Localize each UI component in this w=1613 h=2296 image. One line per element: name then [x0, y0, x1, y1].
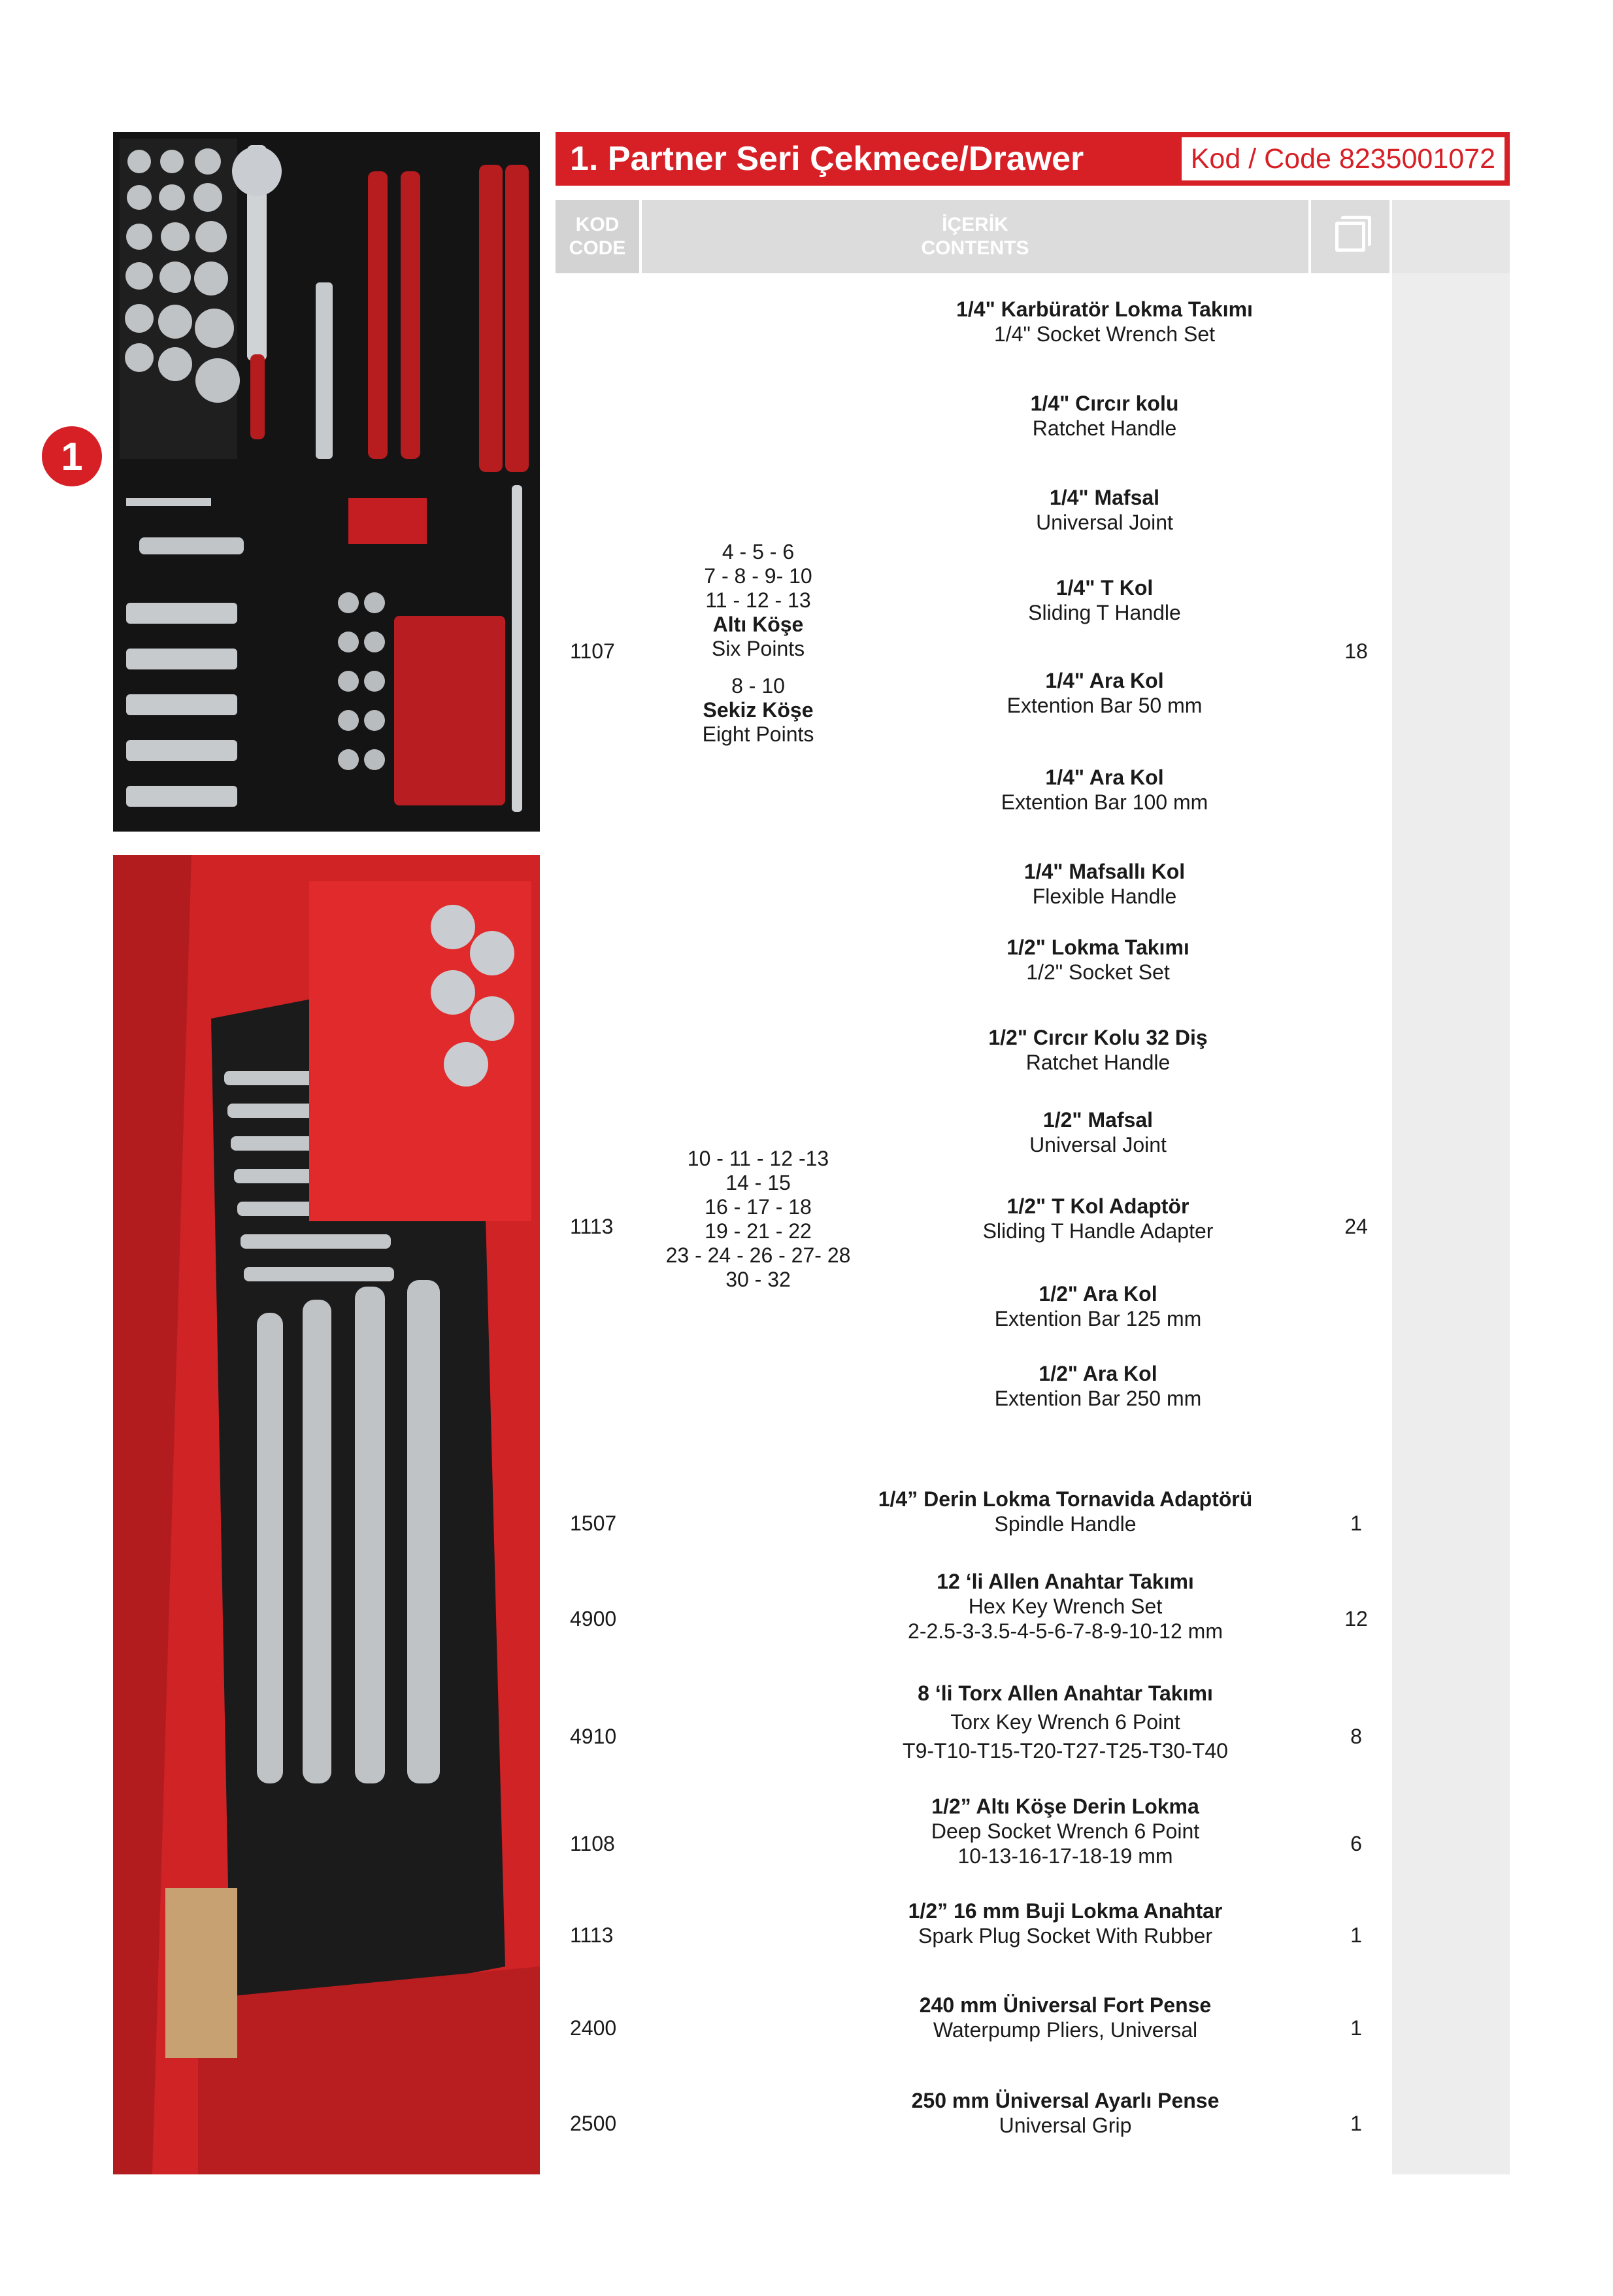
- list-item: [843, 1025, 1353, 1075]
- product-code: Kod / Code 8235001072: [1182, 137, 1505, 180]
- item-name-en: Extention Bar 125 mm: [994, 1307, 1202, 1330]
- size-list: [660, 1147, 856, 1292]
- code-cell: 4910: [570, 1725, 617, 1748]
- code-cell: 1108: [570, 1832, 615, 1855]
- size-line: 19 - 21 - 22: [705, 1219, 812, 1243]
- list-item: [856, 575, 1353, 625]
- item-name-en: Extention Bar 50 mm: [1006, 694, 1203, 717]
- item-name-en: Deep Socket Wrench 6 Point: [931, 1819, 1200, 1843]
- size-line: 16 - 17 - 18: [705, 1195, 812, 1219]
- quantity-cell: 24: [1344, 1215, 1368, 1238]
- list-item: [843, 1107, 1353, 1157]
- size-type-en: Eight Points: [702, 722, 814, 746]
- code-cell: 1107: [570, 639, 615, 663]
- item-name-tr: 1/2" Cırcır Kolu 32 Diş: [988, 1026, 1208, 1049]
- item-name-tr: 1/2" T Kol Adaptör: [1006, 1194, 1189, 1218]
- item-sizes: 2-2.5-3-3.5-4-5-6-7-8-9-10-12 mm: [908, 1619, 1223, 1643]
- contents-table: [556, 200, 1510, 2174]
- item-name-tr: 1/4" Ara Kol: [1045, 669, 1164, 692]
- column-code-en: CODE: [569, 237, 626, 259]
- item-name-tr: 1/2" Ara Kol: [1039, 1362, 1157, 1385]
- column-contents: [642, 200, 1308, 273]
- size-line: 10 - 11 - 12 -13: [687, 1147, 829, 1170]
- column-contents-en: CONTENTS: [921, 237, 1029, 259]
- code-cell: 1507: [570, 1511, 617, 1535]
- item-name-tr: 1/4" Mafsallı Kol: [1023, 860, 1186, 883]
- quantity-cell: 1: [1350, 1511, 1362, 1535]
- table-row: [778, 2088, 1353, 2138]
- item-name-en: Universal Joint: [1036, 511, 1173, 534]
- item-name-tr: 1/2" Mafsal: [1042, 1108, 1154, 1132]
- item-name-tr: 1/2" Lokma Takımı: [1006, 936, 1189, 959]
- item-name-en: Universal Grip: [999, 2114, 1132, 2137]
- item-name-en: Spindle Handle: [994, 1512, 1137, 1536]
- table-row: [778, 1487, 1353, 1536]
- item-name-en: Ratchet Handle: [1032, 416, 1177, 440]
- column-contents-tr: İÇERİK: [942, 214, 1008, 235]
- table-header: [556, 200, 1510, 273]
- side-strip: [1392, 200, 1510, 2174]
- title-bar: [556, 132, 1510, 186]
- item-name-en: Spark Plug Socket With Rubber: [918, 1924, 1212, 1948]
- item-name-tr: 12 ‘li Allen Anahtar Takımı: [937, 1570, 1194, 1593]
- item-name-tr: 1/4" Ara Kol: [1045, 766, 1164, 789]
- quantity-cell: 1: [1350, 1923, 1362, 1947]
- code-cell: 2400: [570, 2016, 617, 2040]
- quantity-cell: 8: [1350, 1725, 1362, 1748]
- item-name-en: Extention Bar 250 mm: [994, 1387, 1202, 1410]
- list-item: [856, 391, 1353, 441]
- item-name-tr: 1/4" Cırcır kolu: [1030, 392, 1179, 415]
- list-item: [843, 1361, 1353, 1411]
- quantity-cell: 6: [1350, 1832, 1362, 1855]
- column-code: [556, 200, 639, 273]
- item-name-tr: 1/4" Karbüratör Lokma Takımı: [956, 297, 1253, 321]
- section-number-badge: 1: [42, 426, 102, 486]
- code-cell: 1113: [570, 1215, 614, 1238]
- column-quantity: [1311, 200, 1389, 273]
- item-name-en: 1/2" Socket Set: [1026, 960, 1170, 984]
- item-name-en: Hex Key Wrench Set: [968, 1595, 1163, 1618]
- item-name-en: Waterpump Pliers, Universal: [933, 2018, 1198, 2042]
- item-name-tr: 1/2" Ara Kol: [1039, 1282, 1157, 1306]
- checkbox-icon: [1335, 222, 1365, 252]
- column-blank: [1392, 200, 1510, 273]
- size-line: 23 - 24 - 26 - 27- 28: [665, 1243, 851, 1267]
- size-line: 14 - 15: [725, 1171, 791, 1194]
- item-name-en: Sliding T Handle: [1028, 601, 1181, 624]
- item-name-en: Torx Key Wrench 6 Point: [950, 1710, 1180, 1734]
- code-cell: 1113: [570, 1923, 614, 1947]
- item-name-tr: 240 mm Üniversal Fort Pense: [919, 1993, 1212, 2017]
- quantity-cell: 18: [1344, 639, 1368, 663]
- size-line: 11 - 12 - 13: [705, 588, 811, 612]
- item-name-tr: 250 mm Üniversal Ayarlı Pense: [911, 2089, 1220, 2112]
- item-name-tr: 1/4" T Kol: [1056, 576, 1154, 599]
- quantity-cell: 1: [1350, 2112, 1362, 2135]
- drawer-photo: [113, 855, 540, 2174]
- list-item: [856, 859, 1353, 909]
- tool-tray-photo: [113, 132, 540, 832]
- table-row: [778, 1569, 1353, 1644]
- list-item: [843, 1281, 1353, 1331]
- size-line: 30 - 32: [725, 1268, 791, 1291]
- table-row: [778, 1794, 1353, 1868]
- size-type-en: Six Points: [711, 637, 805, 660]
- list-item: [856, 765, 1353, 815]
- code-cell: 4900: [570, 1607, 617, 1630]
- item-name-tr: 1/2” Altı Köşe Derin Lokma: [931, 1795, 1199, 1818]
- list-item: [856, 668, 1353, 718]
- item-name-en: Extention Bar 100 mm: [1001, 790, 1208, 814]
- item-name-tr: 1/4" Mafsal: [1049, 486, 1160, 509]
- size-type-tr: Sekiz Köşe: [703, 698, 814, 722]
- table-row: [778, 1899, 1353, 1948]
- item-name-tr: 1/2” 16 mm Buji Lokma Anahtar: [908, 1899, 1223, 1923]
- item-name-tr: 8 ‘li Torx Allen Anahtar Takımı: [918, 1681, 1213, 1705]
- size-type-tr: Altı Köşe: [712, 613, 804, 636]
- list-item: [843, 935, 1353, 985]
- list-item: [843, 1194, 1353, 1243]
- code-cell: 2500: [570, 2112, 617, 2135]
- item-name-en: Universal Joint: [1029, 1133, 1167, 1156]
- size-list: [660, 540, 856, 747]
- item-name-tr: 1/4” Derin Lokma Tornavida Adaptörü: [878, 1487, 1253, 1511]
- item-name-en: Flexible Handle: [1032, 885, 1177, 908]
- size-line: 4 - 5 - 6: [722, 540, 795, 564]
- item-name-en: 1/4" Socket Wrench Set: [993, 322, 1216, 346]
- page-title: 1. Partner Seri Çekmece/Drawer: [570, 140, 1084, 178]
- item-name-en: Sliding T Handle Adapter: [982, 1219, 1214, 1243]
- table-row: [778, 1679, 1353, 1765]
- table-row: [778, 1993, 1353, 2042]
- quantity-cell: 1: [1350, 2016, 1362, 2040]
- item-name-en: Ratchet Handle: [1025, 1051, 1171, 1074]
- list-item: [856, 485, 1353, 535]
- item-sizes: T9-T10-T15-T20-T27-T25-T30-T40: [903, 1739, 1228, 1763]
- list-item: [856, 297, 1353, 346]
- size-line: 7 - 8 - 9- 10: [704, 564, 812, 588]
- quantity-cell: 12: [1344, 1607, 1368, 1630]
- item-sizes: 10-13-16-17-18-19 mm: [957, 1844, 1173, 1868]
- column-code-tr: KOD: [575, 214, 620, 235]
- size-line: 8 - 10: [731, 674, 785, 698]
